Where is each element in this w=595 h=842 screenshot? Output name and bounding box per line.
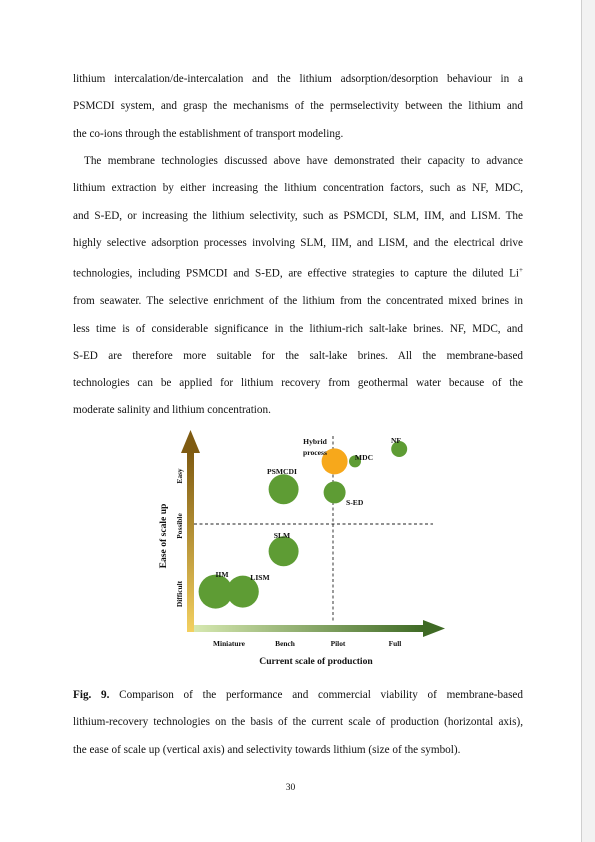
- point-label-mdc: MDC: [354, 453, 374, 462]
- point-label-psmcdi: PSMCDI: [267, 467, 297, 476]
- caption-line: lithium-recovery technologies on the basis of the current scale of production (horizontal axis),: [73, 716, 523, 729]
- text-line: technologies can be applied for lithium recovery from geothermal water because of the: [73, 377, 523, 390]
- text-line: the co-ions through the establishment of transport modeling.: [73, 127, 344, 140]
- x-axis-title: Current scale of production: [259, 656, 373, 667]
- point-label-slm: SLM: [273, 531, 291, 540]
- text-line: and S-ED, or increasing the lithium selectivity, such as PSMCDI, SLM, IIM, and LISM. The: [73, 209, 523, 222]
- point-label-s-ed: S-ED: [346, 498, 364, 507]
- x-tick-label-full: Full: [388, 639, 402, 648]
- figure-label: Fig. 9.: [73, 689, 110, 701]
- bubble-slm: [269, 536, 299, 566]
- text-line: PSMCDI system, and grasp the mechanisms of the permselectivity between the lithium and: [73, 100, 523, 113]
- text-line: less time is of considerable significance in the lithium-rich salt-lake brines. NF, MDC, and: [73, 322, 523, 335]
- y-axis-arrowhead: [181, 430, 200, 453]
- x-tick-label-pilot: Pilot: [330, 639, 346, 648]
- x-axis-bar: [194, 625, 424, 632]
- text-line: technologies, including PSMCDI and S-ED, are effective strategies to capture the diluted Li: [73, 267, 520, 280]
- point-label-hybrid-line-2: process: [303, 448, 327, 457]
- page-number: 30: [285, 783, 296, 793]
- point-label-lism: LISM: [250, 573, 270, 582]
- y-tick-label-possible: Possible: [175, 513, 184, 539]
- caption-line: the ease of scale up (vertical axis) and selectivity towards lithium (size of the symbol).: [73, 743, 461, 756]
- text-line: highly selective adsorption processes involving SLM, IIM, and LISM, and the electrical drive: [73, 236, 523, 249]
- x-axis-arrowhead: [423, 620, 445, 637]
- text-line: lithium intercalation/de-intercalation and the lithium adsorption/desorption behaviour in a: [73, 73, 523, 85]
- text-line: from seawater. The selective enrichment of the lithium from the concentrated mixed brines in: [73, 295, 523, 308]
- text-line: The membrane technologies discussed above have demonstrated their capacity to advance: [84, 155, 523, 167]
- y-tick-label-easy: Easy: [175, 468, 184, 484]
- point-label-nf: NF: [390, 436, 402, 445]
- text-line: moderate salinity and lithium concentration.: [73, 404, 271, 417]
- x-tick-label-miniature: Miniature: [213, 639, 245, 648]
- point-label-iim: IIM: [215, 570, 229, 579]
- y-axis-bar: [187, 452, 194, 632]
- bubble-psmcdi: [269, 474, 299, 504]
- figure-caption: [73, 682, 523, 764]
- caption-text: Comparison of the performance and commercial viability of membrane-based: [119, 689, 523, 701]
- y-tick-label-difficult: Difficult: [175, 580, 184, 608]
- superscript: +: [519, 266, 523, 275]
- caption-line: [73, 682, 523, 709]
- y-axis-title: Ease of scale up: [158, 503, 169, 569]
- x-tick-label-bench: Bench: [275, 639, 295, 648]
- text-line: S-ED are therefore more suitable for the salt-lake brines. All the membrane-based: [73, 349, 523, 362]
- bubble-s-ed: [324, 481, 346, 503]
- text-line: lithium extraction by either increasing the lithium concentration factors, such as NF, MDC,: [73, 182, 523, 195]
- point-label-hybrid-line-1: Hybrid: [303, 437, 327, 446]
